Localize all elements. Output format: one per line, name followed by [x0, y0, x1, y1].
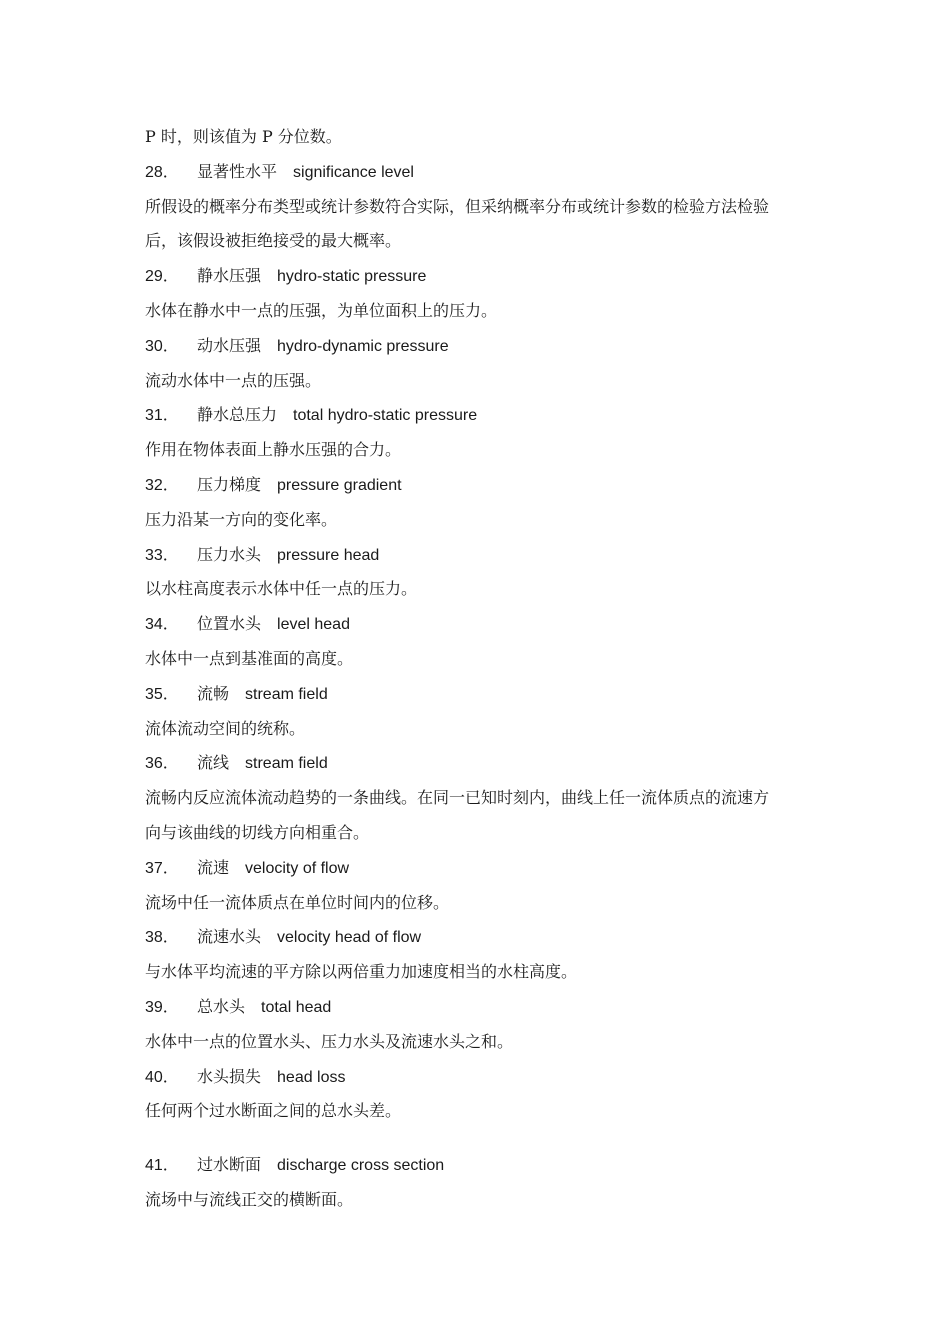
- glossary-term: [145, 677, 825, 712]
- term-english: stream field: [245, 685, 328, 703]
- term-definition: 作用在物体表面上静水压强的合力。: [145, 440, 402, 460]
- term-chinese: 流速: [197, 857, 230, 877]
- term-english: pressure gradient: [277, 476, 402, 494]
- term-number: 31．: [145, 407, 179, 425]
- term-number: 41．: [145, 1157, 179, 1175]
- term-chinese: 流速水头: [197, 927, 262, 947]
- term-english: pressure head: [277, 546, 380, 564]
- glossary-term: [145, 538, 825, 573]
- glossary-term: [145, 746, 825, 781]
- term-english: total hydro-static pressure: [293, 407, 478, 425]
- term-chinese: 位置水头: [197, 614, 262, 634]
- term-english: total head: [261, 998, 332, 1016]
- term-english: discharge cross section: [277, 1157, 445, 1175]
- term-chinese: 压力梯度: [197, 474, 262, 494]
- term-number: 28．: [145, 163, 179, 181]
- glossary-term: [145, 990, 825, 1025]
- glossary-term: [145, 607, 825, 642]
- term-definition: 所假设的概率分布类型或统计参数符合实际，但采纳概率分布或统计参数的检验方法检验: [145, 196, 770, 216]
- glossary-term: [145, 1060, 825, 1095]
- term-english: level head: [277, 616, 350, 634]
- term-definition: 与水体平均流速的平方除以两倍重力加速度相当的水柱高度。: [145, 962, 578, 982]
- term-english: stream field: [245, 755, 328, 773]
- term-english: hydro-dynamic pressure: [277, 337, 449, 355]
- section-gap: [145, 1129, 825, 1148]
- term-definition: 流场中与流线正交的横断面。: [145, 1189, 354, 1209]
- glossary-content: [145, 120, 825, 1218]
- glossary-term: [145, 851, 825, 886]
- term-english: significance level: [293, 163, 414, 181]
- term-english: head loss: [277, 1068, 346, 1086]
- term-number: 32．: [145, 476, 179, 494]
- term-chinese: 静水总压力: [197, 405, 278, 425]
- glossary-term: [145, 398, 825, 433]
- term-number: 37．: [145, 859, 179, 877]
- term-number: 29．: [145, 268, 179, 286]
- glossary-term: [145, 259, 825, 294]
- term-definition: 水体中一点到基准面的高度。: [145, 648, 354, 668]
- term-definition: 压力沿某一方向的变化率。: [145, 509, 338, 529]
- term-chinese: 水头损失: [197, 1066, 262, 1086]
- glossary-term: [145, 920, 825, 955]
- term-number: 40．: [145, 1068, 179, 1086]
- term-english: hydro-static pressure: [277, 268, 427, 286]
- term-english: velocity of flow: [245, 859, 350, 877]
- term-chinese: 静水压强: [197, 266, 262, 286]
- term-definition: 流畅内反应流体流动趋势的一条曲线。在同一已知时刻内，曲线上任一流体质点的流速方: [145, 788, 770, 808]
- term-definition: 流体流动空间的统称。: [145, 718, 306, 738]
- term-chinese: 压力水头: [197, 544, 262, 564]
- term-definition: 任何两个过水断面之间的总水头差。: [145, 1101, 402, 1121]
- term-chinese: 过水断面: [197, 1155, 262, 1175]
- term-number: 33．: [145, 546, 179, 564]
- term-definition: 流动水体中一点的压强。: [145, 370, 322, 390]
- term-definition: 流场中任一流体质点在单位时间内的位移。: [145, 892, 450, 912]
- term-definition: 水体在静水中一点的压强，为单位面积上的压力。: [145, 300, 498, 320]
- term-definition: 向与该曲线的切线方向相重合。: [145, 822, 370, 842]
- glossary-term: [145, 1148, 825, 1183]
- glossary-term: [145, 155, 825, 190]
- term-chinese: 流畅: [197, 683, 230, 703]
- term-definition: 水体中一点的位置水头、压力水头及流速水头之和。: [145, 1031, 514, 1051]
- term-number: 34．: [145, 616, 179, 634]
- term-definition: 以水柱高度表示水体中任一点的压力。: [145, 579, 418, 599]
- term-number: 38．: [145, 929, 179, 947]
- term-english: velocity head of flow: [277, 929, 422, 947]
- term-definition: 后，该假设被拒绝接受的最大概率。: [145, 231, 402, 251]
- intro-line: P 时，则该值为 P 分位数。: [145, 127, 342, 146]
- term-chinese: 显著性水平: [197, 161, 278, 181]
- term-chinese: 动水压强: [197, 335, 262, 355]
- glossary-term: [145, 468, 825, 503]
- term-number: 30．: [145, 337, 179, 355]
- term-chinese: 总水头: [197, 996, 246, 1016]
- term-number: 39．: [145, 998, 179, 1016]
- term-number: 35．: [145, 685, 179, 703]
- term-number: 36．: [145, 755, 179, 773]
- glossary-term: [145, 329, 825, 364]
- term-chinese: 流线: [197, 753, 230, 773]
